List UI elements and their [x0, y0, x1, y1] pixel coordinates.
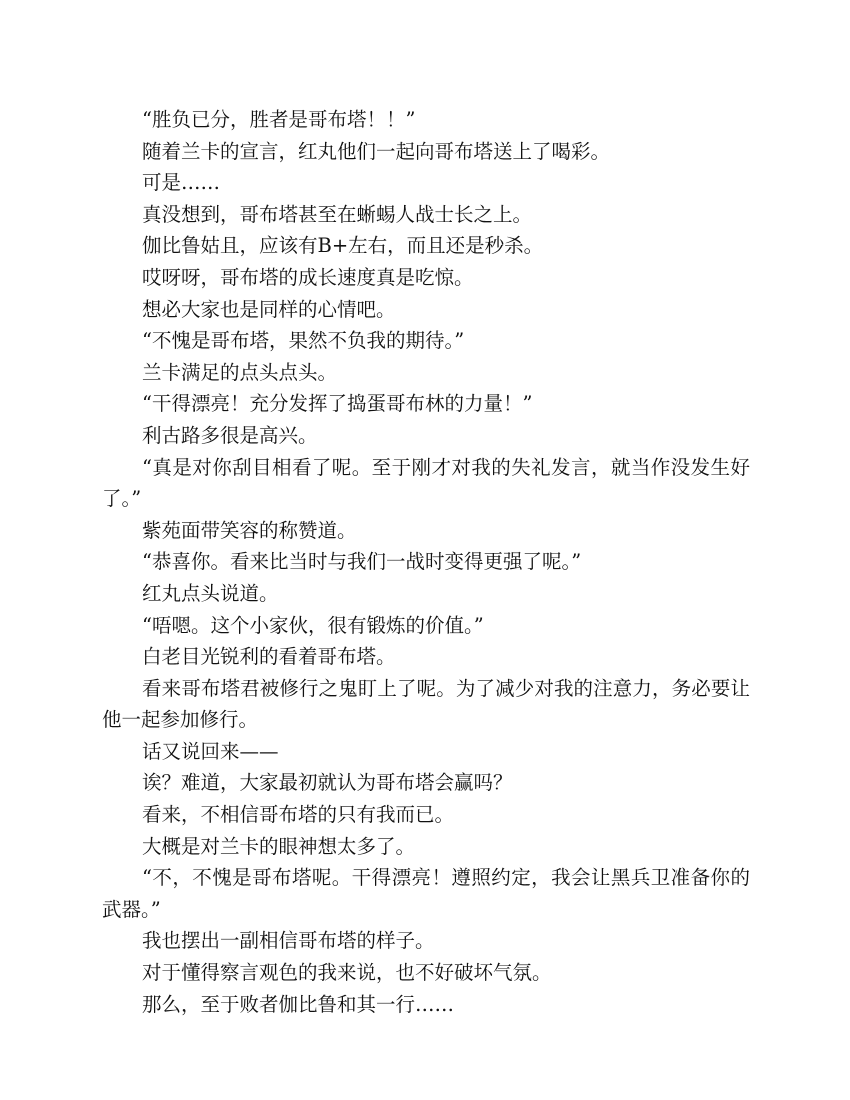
document-body [102, 104, 750, 1020]
paragraph: 看来哥布塔君被修行之鬼盯上了呢。为了减少对我的注意力，务必要让他一起参加修行。 [102, 676, 750, 732]
paragraph: 想必大家也是同样的心情吧。 [142, 297, 396, 321]
paragraph: 看来，不相信哥布塔的只有我而已。 [142, 803, 455, 827]
paragraph: “真是对你刮目相看了呢。至于刚才对我的失礼发言，就当作没发生好了。” [102, 455, 750, 511]
paragraph: “胜负已分，胜者是哥布塔！！” [142, 108, 416, 131]
paragraph: 可是…… [142, 171, 221, 195]
paragraph: 话又说回来—— [142, 739, 279, 763]
paragraph: 那么，至于败者伽比鲁和其一行…… [142, 992, 455, 1016]
paragraph: “不愧是哥布塔，果然不负我的期待。” [142, 329, 465, 353]
paragraph: 随着兰卡的宣言，红丸他们一起向哥布塔送上了喝彩。 [142, 139, 611, 163]
paragraph: “唔嗯。这个小家伙，很有锻炼的价值。” [142, 613, 484, 637]
paragraph: “恭喜你。看来比当时与我们一战时变得更强了呢。” [142, 550, 582, 574]
paragraph: “干得漂亮！充分发挥了捣蛋哥布林的力量！” [142, 392, 533, 416]
paragraph: 白老目光锐利的看着哥布塔。 [142, 645, 396, 669]
paragraph: 大概是对兰卡的眼神想太多了。 [142, 834, 416, 858]
paragraph: 伽比鲁姑且，应该有B+左右，而且还是秒杀。 [142, 234, 544, 258]
paragraph: 诶？难道，大家最初就认为哥布塔会赢吗？ [142, 771, 513, 795]
paragraph: 兰卡满足的点头点头。 [142, 360, 338, 384]
paragraph: 真没想到，哥布塔甚至在蜥蜴人战士长之上。 [142, 202, 533, 226]
paragraph: 对于懂得察言观色的我来说，也不好破坏气氛。 [142, 961, 552, 985]
paragraph: 红丸点头说道。 [142, 581, 279, 605]
paragraph: 利古路多很是高兴。 [142, 423, 318, 447]
paragraph: 紫苑面带笑容的称赞道。 [142, 518, 357, 542]
paragraph: 我也摆出一副相信哥布塔的样子。 [142, 929, 435, 953]
paragraph: “不，不愧是哥布塔呢。干得漂亮！遵照约定，我会让黑兵卫准备你的武器。” [102, 866, 750, 921]
paragraph: 哎呀呀，哥布塔的成长速度真是吃惊。 [142, 265, 474, 289]
